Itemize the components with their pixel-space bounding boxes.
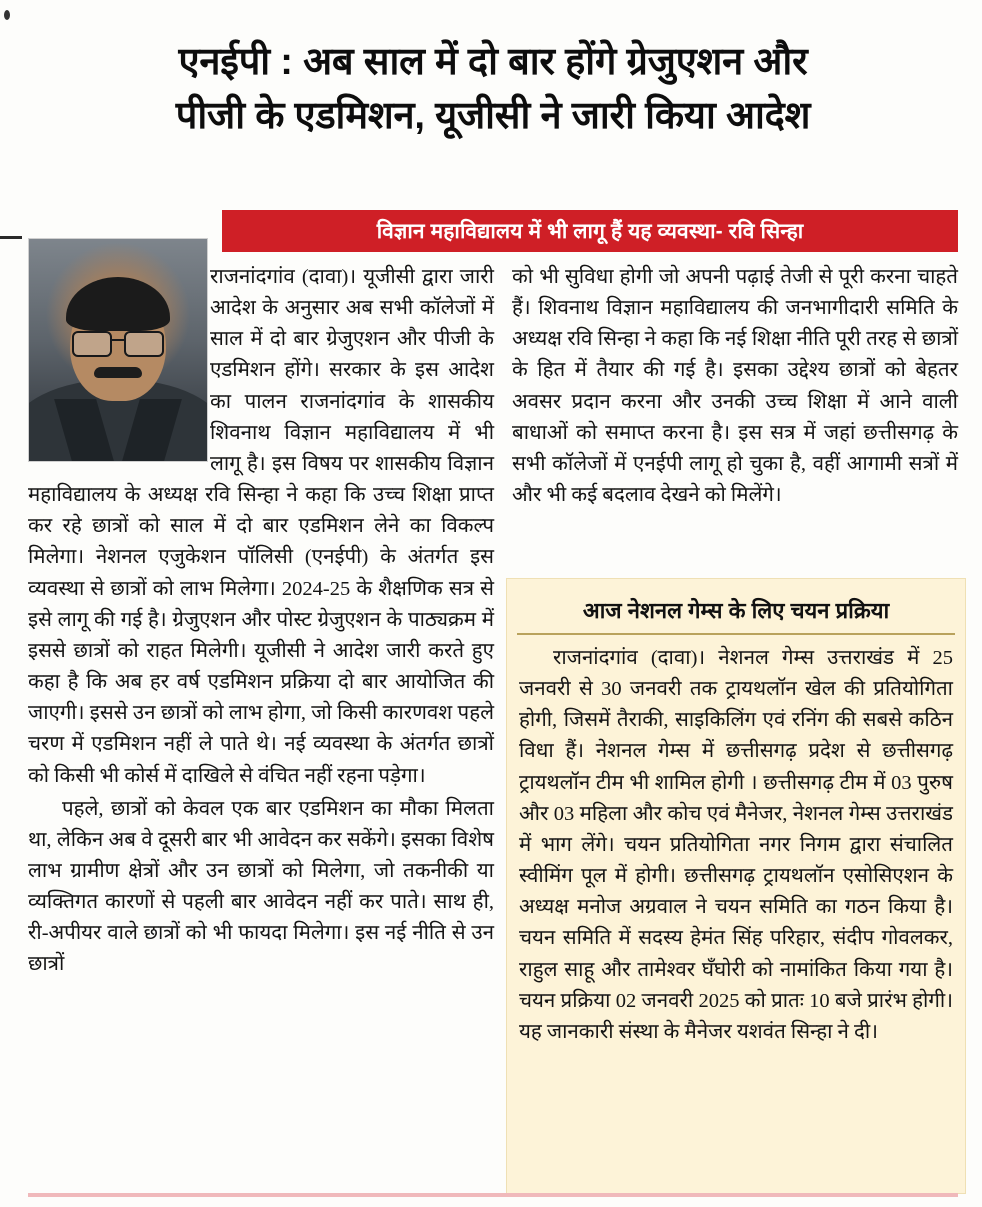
subhead-banner <box>222 210 958 252</box>
scan-artifact-dash <box>0 236 22 239</box>
paragraph: को भी सुविधा होगी जो अपनी पढ़ाई तेजी से पूरी करना चाहते हैं। शिवनाथ विज्ञान महाविद्यालय की जनभागीदारी समिति के अध्यक्ष रवि सिन्हा ने कहा कि नई शिक्षा नीति पूरी तरह से छात्रों के हित में तैयार की गई है। इसका उद्देश्य छात्रों को बेहतर अवसर प्रदान करना और उनकी उच्च शिक्षा में आने वाली बाधाओं को समाप्त करना है। इस सत्र में जहां छत्तीसगढ़ के सभी कॉलेजों में एनईपी लागू हो चुका है, वहीं आगामी सत्रों में और भी कई बदलाव देखने को मिलेंगे। <box>512 266 958 507</box>
photo-wrap-spacer <box>28 262 210 464</box>
page-title <box>28 36 958 144</box>
main-story-right-column <box>512 262 958 511</box>
headline-line-2: पीजी के एडमिशन, यूजीसी ने जारी किया आदेश <box>175 94 811 137</box>
secondary-story-body <box>507 635 965 1058</box>
secondary-story-box <box>506 578 966 1194</box>
headline-line-1: एनईपी : अब साल में दो बार होंगे ग्रेजुएशन और <box>178 41 808 83</box>
scan-artifact-dot <box>4 10 10 20</box>
subhead-banner-text: विज्ञान महाविद्यालय में भी लागू हैं यह व्यवस्था- रवि सिन्हा <box>376 220 804 243</box>
paragraph: पहले, छात्रों को केवल एक बार एडमिशन का मौका मिलता था, लेकिन अब वे दूसरी बार भी आवेदन कर सकेंगे। इसका विशेष लाभ ग्रामीण क्षेत्रों और उन छात्रों को मिलेगा, जो तकनीकी या व्यक्तिगत कारणों से पहली बार आवेदन नहीं कर पाते। साथ ही, री-अपीयर वाले छात्रों को भी फायदा मिलेगा। इस नई नीति से उन छात्रों <box>28 797 494 976</box>
main-story-left-column <box>28 262 494 1192</box>
secondary-story-heading: आज नेशनल गेम्स के लिए चयन प्रक्रिया <box>517 589 955 635</box>
paragraph: राजनांदगांव (दावा)। नेशनल गेम्स उत्तराखंड में 25 जनवरी से 30 जनवरी तक ट्रायथलॉन खेल की प्रतियोगिता होगी, जिसमें तैराकी, साइकिलिंग एवं रनिंग की सबसे कठिन विधा हैं। नेशनल गेम्स में छत्तीसगढ़ प्रदेश से छत्तीसगढ़ ट्रायथलॉन टीम भी शामिल होगी । छत्तीसगढ़ टीम में 03 पुरुष और 03 महिला और कोच एवं मैनेजर, नेशनल गेम्स उत्तराखंड में भाग लेंगे। चयन प्रतियोगिता नगर निगम द्वारा संचालित स्वीमिंग पूल में होगी। छत्तीसगढ़ ट्रायथलॉन एसोसिएशन के अध्यक्ष मनोज अग्रवाल ने चयन समिति का गठन किया है। चयन समिति में सदस्य हेमंत सिंह परिहार, संदीप गोवलकर, राहुल साहू और तामेश्वर घँघोरी को नामांकित किया गया है। चयन प्रक्रिया 02 जनवरी 2025 को प्रातः 10 बजे प्रारंभ होगी। यह जानकारी संस्था के मैनेजर यशवंत सिन्हा ने दी। <box>519 647 953 1043</box>
paragraph: राजनांदगांव (दावा)। यूजीसी द्वारा जारी आदेश के अनुसार अब सभी कॉलेजों में साल में दो बार ग्रेजुएशन और पीजी के एडमिशन होंगे। सरकार के इस आदेश का पालन राजनांदगांव के शासकीय शिवनाथ विज्ञान महाविद्यालय में भी लागू है। इस विषय पर शासकीय विज्ञान महाविद्यालय के अध्यक्ष रवि सिन्हा ने कहा कि उच्च शिक्षा प्राप्त कर रहे छात्रों को साल में दो बार एडमिशन लेने का विकल्प मिलेगा। नेशनल एजुकेशन पॉलिसी (एनईपी) के अंतर्गत इस व्यवस्था से छात्रों को लाभ मिलेगा। 2024-25 के शैक्षणिक सत्र से इसे लागू की गई है। ग्रेजुएशन और पोस्ट ग्रेजुएशन के पाठ्यक्रम में इससे छात्रों को राहत मिलेगी। यूजीसी ने आदेश जारी करते हुए कहा है कि अब हर वर्ष एडमिशन प्रक्रिया दो बार आयोजित की जाएगी। इससे उन छात्रों को लाभ होगा, जो किसी कारणवश पहले चरण में एडमिशन नहीं ले पाते थे। नई व्यवस्था के अंतर्गत छात्रों को किसी भी कोर्स में दाखिले से वंचित नहीं रहना पड़ेगा। <box>28 266 494 787</box>
bottom-divider <box>28 1193 958 1197</box>
